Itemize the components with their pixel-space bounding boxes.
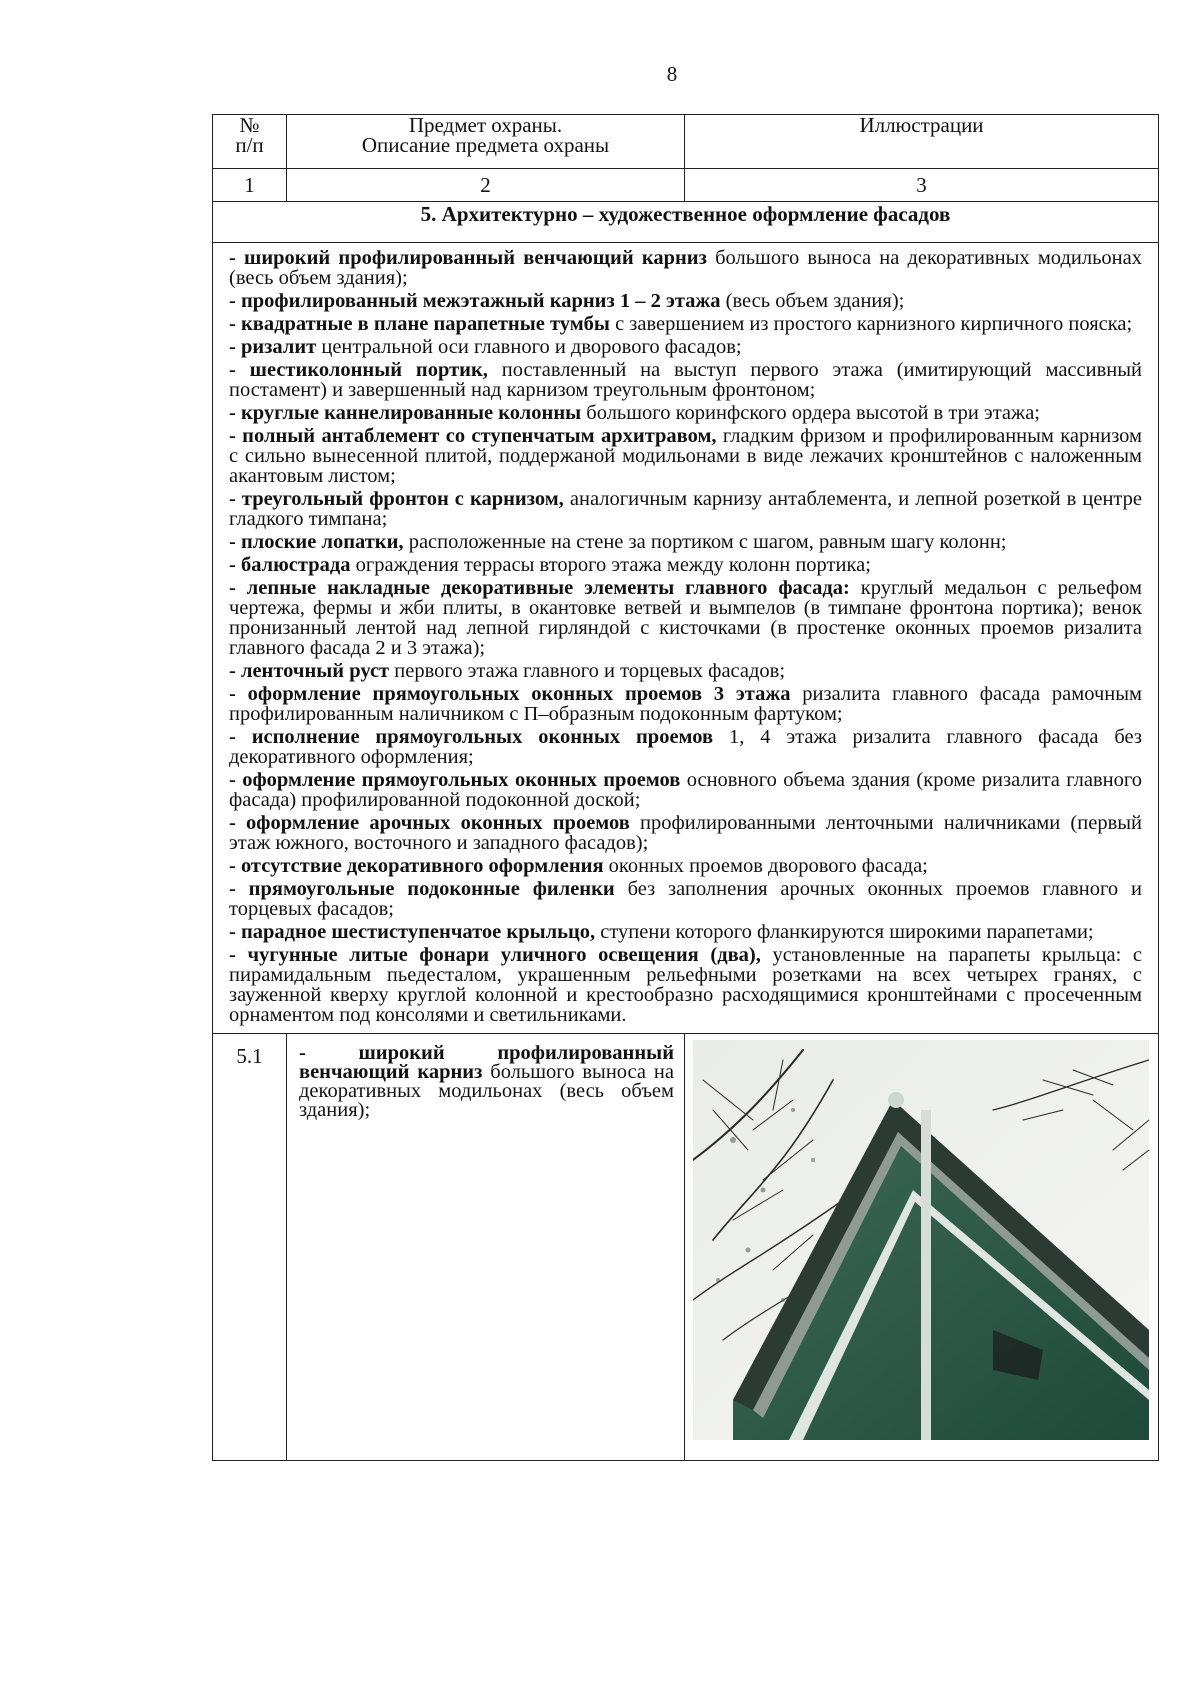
list-item — [229, 291, 1142, 311]
list-item — [229, 813, 1142, 853]
item-text: оконных проемов дворового фасада; — [603, 855, 928, 877]
protection-table — [212, 114, 1159, 1461]
section-title-row — [213, 202, 1159, 243]
item-bold: - ризалит — [229, 336, 317, 358]
row-5-1 — [213, 1034, 1159, 1461]
header-subject-line2: Описание предмета охраны — [361, 133, 610, 157]
item-bold: - плоские лопатки, — [229, 531, 404, 553]
item-bold: - круглые каннелированные колонны — [229, 402, 582, 424]
list-item — [229, 879, 1142, 919]
list-item — [229, 856, 1142, 876]
list-item — [229, 314, 1142, 334]
item-text: большого коринфского ордера высотой в три этажа; — [581, 402, 1040, 424]
row-5-1-description — [287, 1034, 685, 1461]
protection-table-wrapper — [212, 114, 1158, 1461]
header-subject-line1: Предмет охраны. — [408, 113, 563, 137]
header-illustrations: Иллюстрации — [685, 115, 1159, 169]
item-text: гладким фризом и профилированным карнизом с сильно вынесенной плитой, поддержаной модильонами в виде лежачих кронштейнов с наложенным акантовым листом; — [229, 425, 1143, 487]
list-item — [229, 337, 1142, 357]
list-item — [229, 532, 1142, 552]
page-number: 8 — [666, 62, 678, 86]
item-text: центральной оси главного и дворового фасадов; — [316, 336, 742, 358]
item-text: 1, 4 этажа ризалита главного фасада без декоративного оформления; — [229, 726, 1142, 768]
item-text: с завершением из простого карнизного кирпичного пояска; — [609, 313, 1133, 335]
list-item — [229, 770, 1142, 810]
item-bold: - парадное шестиступенчатое крыльцо, — [229, 921, 596, 943]
item-bold: - квадратные в плане парапетные тумбы — [229, 313, 610, 335]
section-title: 5. Архитектурно – художественное оформление фасадов — [213, 202, 1159, 243]
item-text: расположенные на стене за портиком с шагом, равным шагу колонн; — [403, 531, 1007, 553]
item-text: профилированными ленточными наличниками (первый этаж южного, восточного и западного фасадов); — [229, 812, 1143, 854]
items-list — [213, 243, 1159, 1034]
item-bold: - профилированный межэтажный карниз 1 – 2 этажа — [229, 290, 721, 312]
item-text: без заполнения арочных оконных проемов главного и торцевых фасадов; — [229, 878, 1142, 920]
item-bold: - отсутствие декоративного оформления — [229, 855, 604, 877]
item-text: ризалита главного фасада рамочным профилированным наличником с П–образным подоконным фартуком; — [229, 683, 1142, 725]
item-bold: - оформление прямоугольных оконных проемов 3 этажа — [229, 683, 791, 705]
header-subject — [287, 115, 685, 169]
row-5-1-text: большого выноса на декоративных модильонах (весь объем здания); — [299, 1061, 675, 1121]
column-number-1: 1 — [213, 169, 287, 202]
list-item — [229, 661, 1142, 681]
row-5-1-bold: - широкий профилированный венчающий карниз — [299, 1042, 674, 1083]
row-5-1-number: 5.1 — [213, 1034, 287, 1461]
list-item — [229, 727, 1142, 767]
item-bold: - ленточный руст — [229, 660, 390, 682]
list-item — [229, 945, 1142, 1025]
item-bold: - балюстрада — [229, 554, 351, 576]
item-bold: - оформление прямоугольных оконных проемов — [229, 769, 681, 791]
list-item — [229, 403, 1142, 423]
item-bold: - полный антаблемент со ступенчатым архитравом, — [229, 425, 717, 447]
list-item — [229, 360, 1142, 400]
column-number-3: 3 — [685, 169, 1159, 202]
item-text: установленные на парапеты крыльца: с пирамидальным пьедесталом, украшенным рельефными розетками на всех четырех гранях, с зауженной кверху круглой колонной и крестообразно расходящимися кронштейнами с просеченным орнаментом под консолями и светильниками. — [229, 944, 1143, 1026]
item-text: ступени которого фланкируются широкими парапетами; — [595, 921, 1094, 943]
list-item — [229, 248, 1142, 288]
item-bold: - оформление арочных оконных проемов — [229, 812, 630, 834]
item-text: аналогичным карнизу антаблемента, и лепной розеткой в центре гладкого тимпана; — [229, 488, 1142, 530]
column-number-2: 2 — [287, 169, 685, 202]
item-text: большого выноса на декоративных модильонах (весь объем здания); — [229, 247, 1142, 289]
item-text: ограждения террасы второго этажа между колонн портика; — [350, 554, 871, 576]
list-item — [229, 426, 1142, 486]
cornice-photo — [693, 1040, 1149, 1440]
item-text: круглый медальон с рельефом чертежа, фермы и жби плиты, в окантовке ветвей и вымпелов (в тимпане фронтона портика); венок пронизанный лентой над лепной гирляндой с кисточками (в простенке оконных проемов ризалита главного фасада 2 и 3 этажа); — [229, 577, 1142, 659]
list-item — [229, 922, 1142, 942]
item-bold: - чугунные литые фонари уличного освещения (два), — [229, 944, 761, 966]
item-bold: - лепные накладные декоративные элементы главного фасада: — [229, 577, 850, 599]
column-number-row — [213, 169, 1159, 202]
row-5-1-illustration — [685, 1034, 1159, 1461]
list-item — [229, 578, 1142, 658]
item-text: основного объема здания (кроме ризалита главного фасада) профилированной подоконной доской; — [229, 769, 1143, 811]
item-text: первого этажа главного и торцевых фасадов; — [389, 660, 786, 682]
item-text: поставленный на выступ первого этажа (имитирующий массивный постамент) и завершенный над карнизом треугольным фронтоном; — [229, 359, 1142, 401]
item-bold: - треугольный фронтон с карнизом, — [229, 488, 564, 510]
list-item — [229, 555, 1142, 575]
list-item — [229, 489, 1142, 529]
item-bold: - широкий профилированный венчающий карниз — [229, 247, 707, 269]
item-bold: - прямоугольные подоконные филенки — [229, 878, 615, 900]
items-row — [213, 243, 1159, 1034]
item-bold: - исполнение прямоугольных оконных проемов — [229, 726, 714, 748]
header-number: № п/п — [213, 115, 287, 169]
item-bold: - шестиколонный портик, — [229, 359, 488, 381]
list-item — [229, 684, 1142, 724]
item-text: (весь объем здания); — [720, 290, 905, 312]
table-header-row — [213, 115, 1159, 169]
